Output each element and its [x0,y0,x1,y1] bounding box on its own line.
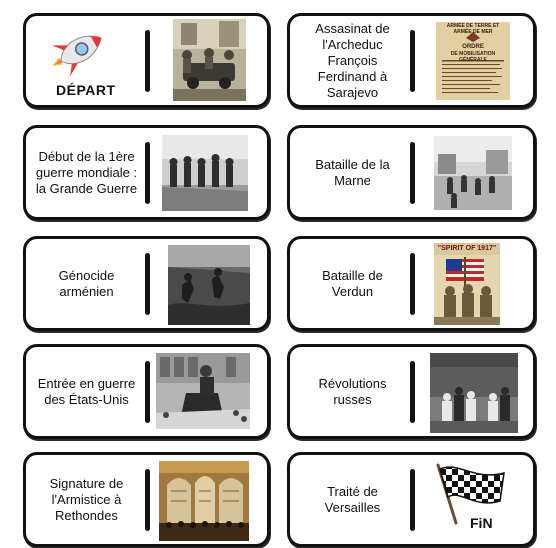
spirit-1917-poster [434,243,500,325]
card-archduke[interactable] [287,13,536,108]
card-russia[interactable] [287,344,536,439]
battlefield-charge-photo [168,245,250,325]
card-armistice[interactable] [23,452,270,547]
fin-label: FiN [470,515,493,531]
soldiers-march-photo [162,135,248,211]
card-label: Signature de l'Armistice à Rethondes [49,476,124,523]
card-label: Bataille de Verdun [322,268,383,299]
card-verdun[interactable] [287,236,536,331]
depart-label: DÉPART [56,82,116,98]
card-marne[interactable] [287,125,536,220]
card-war-start[interactable] [23,125,270,220]
card-label: Bataille de la Marne [315,157,390,188]
card-divider [145,142,150,204]
card-depart[interactable] [23,13,270,108]
card-divider [410,469,415,531]
card-divider [410,361,415,423]
card-label: Entrée en guerre des États-Unis [37,376,136,407]
card-label: Génocide arménien [58,268,115,299]
card-armenian[interactable] [23,236,270,331]
lenin-speech-photo [156,353,250,429]
poster-title: "SPIRIT OF 1917" [437,245,497,252]
rocket-icon [46,24,110,76]
card-divider [145,469,150,531]
card-label: Assasinat de l'Archeduc François Ferdinand à Sarajevo [315,21,390,100]
wwi-car-crowd-photo [173,19,246,101]
card-label: Révolutions russes [318,376,387,407]
card-label: Traité de Versailles [324,484,381,515]
poster-mobilization: DE MOBILISATION GÉNÉRALE [450,51,496,63]
card-divider [145,30,150,92]
card-divider [145,361,150,423]
royal-family-photo [430,353,518,433]
card-divider [410,253,415,315]
mobilization-poster-photo [436,22,510,100]
card-label: Début de la 1ère guerre mondiale : la Grande Guerre [35,149,138,196]
card-divider [145,253,150,315]
card-divider [410,142,415,204]
card-versailles[interactable] [287,452,536,547]
poster-header: ARMÉE DE TERRE ET ARMÉE DE MER [446,23,500,35]
card-divider [410,30,415,92]
poster-order: ORDRE [462,44,484,50]
marne-soldiers-photo [434,136,512,210]
versailles-hall-photo [159,461,249,541]
card-usa[interactable] [23,344,270,439]
